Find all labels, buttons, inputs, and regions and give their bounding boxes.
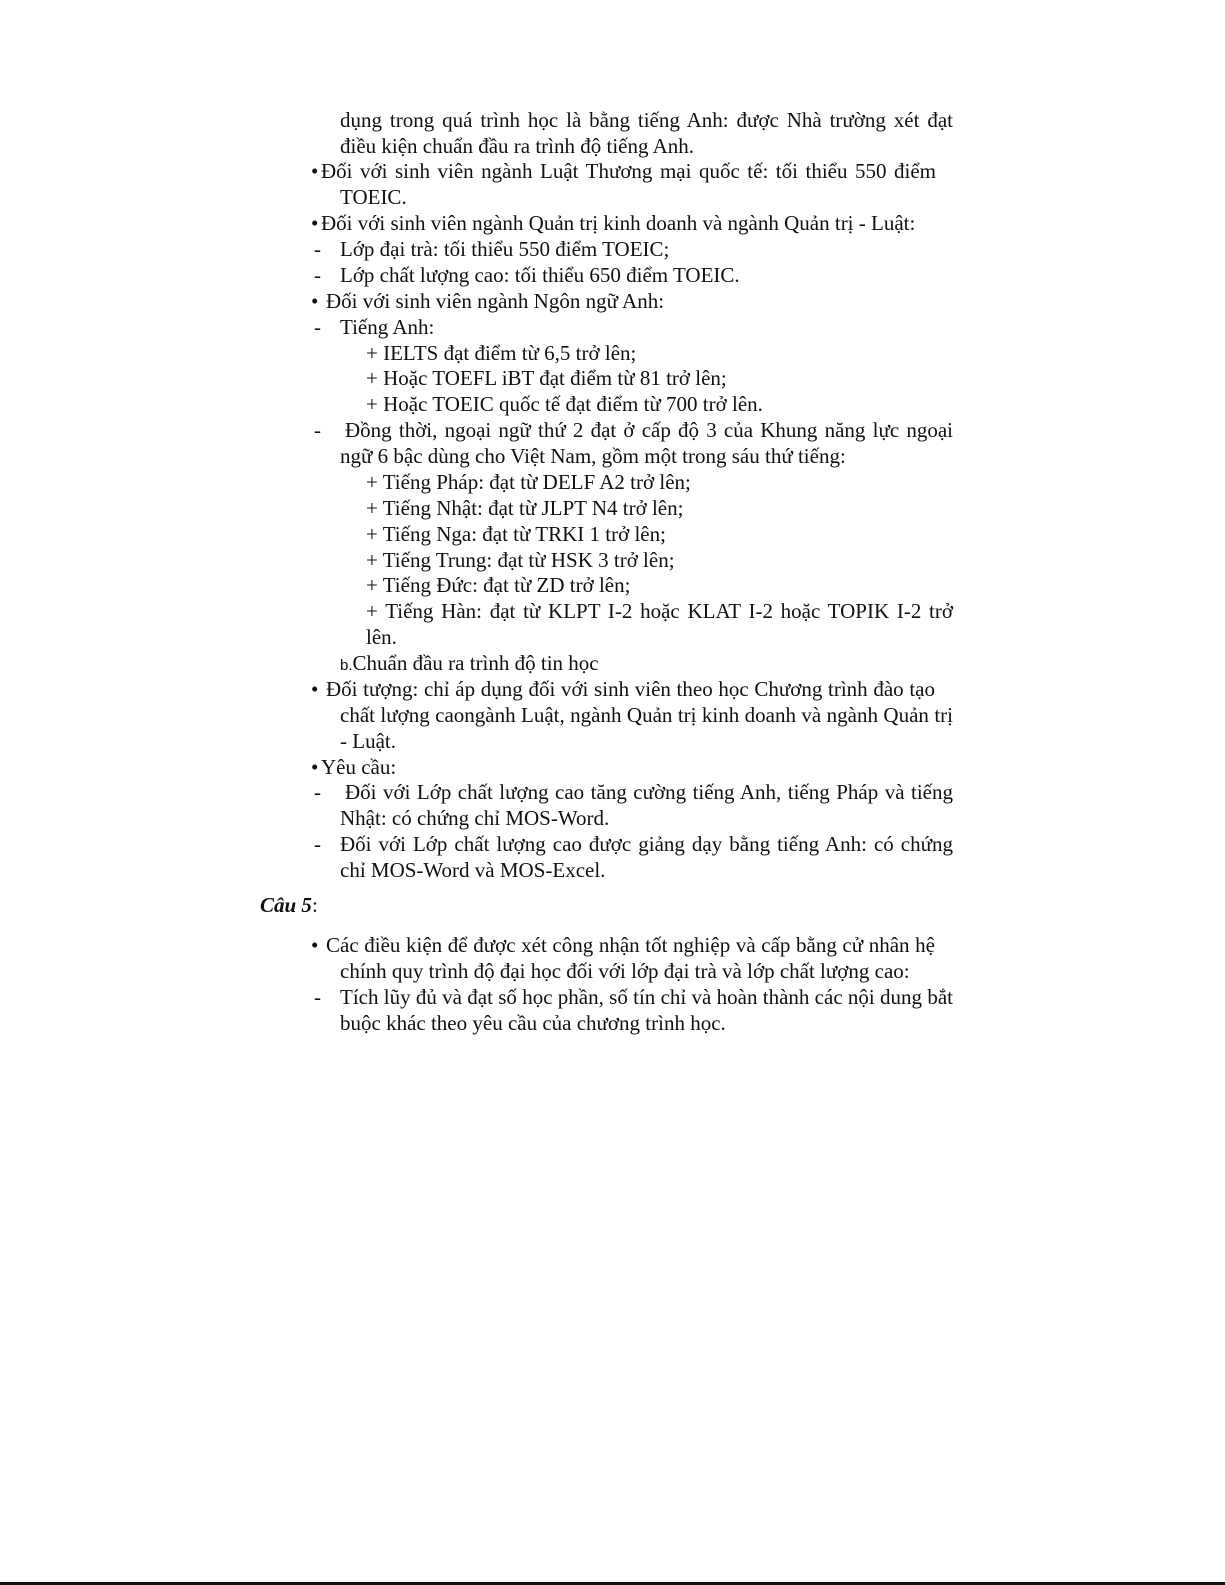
section-prefix: b. (340, 657, 353, 674)
dash-marker: - (314, 418, 321, 442)
bullet-marker: • (311, 289, 319, 313)
dash-item: Lớp đại trà: tối thiểu 550 điểm TOEIC; (340, 237, 670, 261)
dash-item: Tiếng Anh: (340, 315, 435, 339)
bullet-marker: • (311, 211, 319, 235)
sub-item: + Tiếng Nhật: đạt từ JLPT N4 trở lên; (366, 496, 684, 520)
question-colon: : (311, 893, 318, 917)
paragraph-line: TOEIC. (340, 185, 407, 209)
sub-item: + IELTS đạt điểm từ 6,5 trở lên; (366, 341, 637, 365)
dash-item: Đối với Lớp chất lượng cao được giảng dạy bằng tiếng Anh: có chứng (340, 832, 953, 856)
paragraph-line: ngữ 6 bậc dùng cho Việt Nam, gồm một trong sáu thứ tiếng: (340, 444, 846, 468)
sub-item: + Tiếng Trung: đạt từ HSK 3 trở lên; (366, 548, 675, 572)
dash-marker: - (314, 237, 321, 261)
bullet-item: Yêu cầu: (321, 755, 397, 779)
bullet-marker: • (311, 677, 319, 701)
bullet-marker: • (311, 933, 319, 957)
paragraph-line: buộc khác theo yêu cầu của chương trình học. (340, 1011, 726, 1035)
dash-marker: - (314, 832, 321, 856)
sub-item: + Tiếng Nga: đạt từ TRKI 1 trở lên; (366, 522, 666, 546)
sub-item: + Tiếng Pháp: đạt từ DELF A2 trở lên; (366, 470, 691, 494)
sub-item: + Hoặc TOEFL iBT đạt điểm từ 81 trở lên; (366, 366, 727, 390)
paragraph-line: - Luật. (340, 729, 396, 753)
paragraph-line: điều kiện chuẩn đầu ra trình độ tiếng Anh. (340, 134, 694, 158)
dash-item: Lớp chất lượng cao: tối thiểu 650 điểm TOEIC. (340, 263, 740, 287)
paragraph-line: dụng trong quá trình học là bằng tiếng Anh: được Nhà trường xét đạt (340, 108, 953, 132)
bullet-item: Các điều kiện để được xét công nhận tốt nghiệp và cấp bằng cử nhân hệ (326, 933, 935, 957)
bullet-item: Đối với sinh viên ngành Luật Thương mại quốc tế: tối thiểu 550 điểm (321, 159, 936, 183)
dash-item: Đồng thời, ngoại ngữ thứ 2 đạt ở cấp độ 3 của Khung năng lực ngoại (345, 418, 953, 442)
sub-item: + Hoặc TOEIC quốc tế đạt điểm từ 700 trở lên. (366, 392, 763, 416)
dash-item: Tích lũy đủ và đạt số học phần, số tín chỉ và hoàn thành các nội dung bắt (340, 985, 953, 1009)
paragraph-line: lên. (366, 625, 397, 649)
dash-marker: - (314, 985, 321, 1009)
dash-item: Đối với Lớp chất lượng cao tăng cường tiếng Anh, tiếng Pháp và tiếng (345, 780, 953, 804)
question-label: Câu 5 (260, 893, 312, 917)
dash-marker: - (314, 780, 321, 804)
question-heading (260, 892, 318, 918)
bullet-item: Đối với sinh viên ngành Ngôn ngữ Anh: (326, 289, 665, 313)
paragraph-line: chỉ MOS-Word và MOS-Excel. (340, 858, 606, 882)
sub-item: + Tiếng Đức: đạt từ ZD trở lên; (366, 573, 631, 597)
bullet-marker: • (311, 755, 319, 779)
paragraph-line: chất lượng caongành Luật, ngành Quản trị kinh doanh và ngành Quản trị (340, 703, 953, 727)
bullet-item: Đối tượng: chỉ áp dụng đối với sinh viên theo học Chương trình đào tạo (326, 677, 935, 701)
sub-item: + Tiếng Hàn: đạt từ KLPT I-2 hoặc KLAT I-2 hoặc TOPIK I-2 trở (366, 599, 953, 623)
bullet-item: Đối với sinh viên ngành Quản trị kinh doanh và ngành Quản trị - Luật: (321, 211, 916, 235)
section-heading-text: Chuẩn đầu ra trình độ tin học (352, 651, 599, 675)
bullet-marker: • (311, 159, 319, 183)
dash-marker: - (314, 263, 321, 287)
section-heading-b (340, 650, 599, 679)
dash-marker: - (314, 315, 321, 339)
paragraph-line: Nhật: có chứng chỉ MOS-Word. (340, 806, 610, 830)
paragraph-line: chính quy trình độ đại học đối với lớp đại trà và lớp chất lượng cao: (340, 959, 910, 983)
